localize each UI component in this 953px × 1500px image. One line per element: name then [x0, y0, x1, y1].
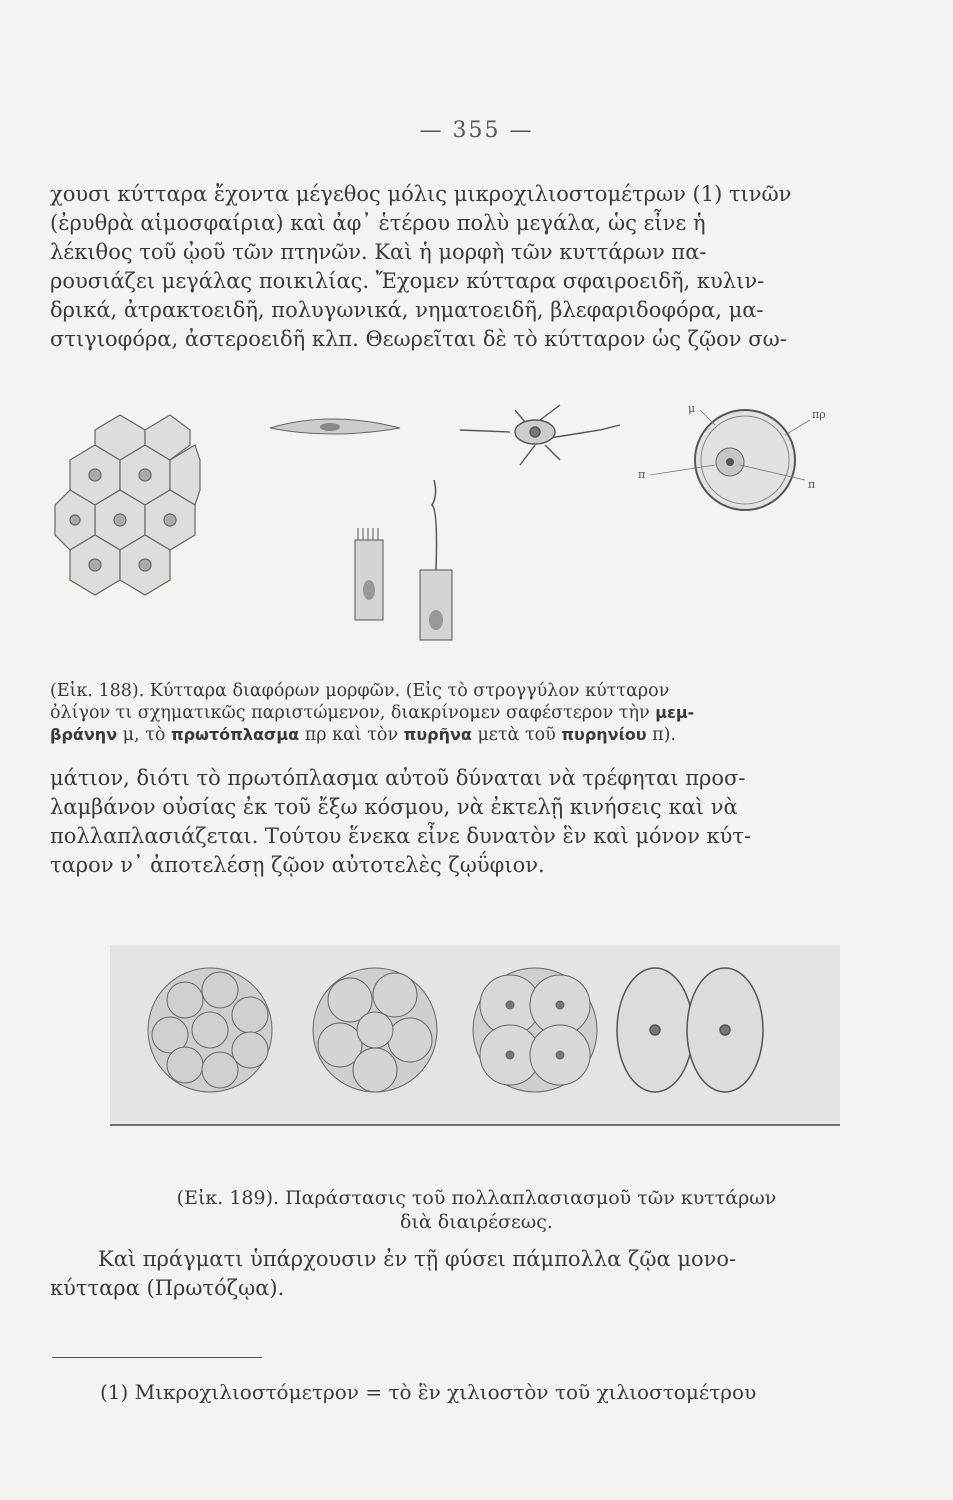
caption-line: [50, 724, 840, 746]
caption-figure-189-line-1: (Εἰκ. 189). Παράστασις τοῦ πολλαπλασιασμοῦ τῶν κυττάρων: [176, 1187, 777, 1209]
text-line: πολλαπλασιάζεται. Τούτου ἕνεκα εἶνε δυνατὸν ἓν καὶ μόνον κύτ-: [50, 824, 752, 848]
term-nucleus: πυρῆνα: [403, 725, 472, 744]
text-line: δρικά, ἀτρακτοειδῆ, πολυγωνικά, νηματοειδῆ, βλεφαριδοφόρα, μα-: [50, 298, 764, 322]
text-line: (ἐρυθρὰ αἱμοσφαίρια) καὶ ἀφ᾽ ἑτέρου πολὺ μεγάλα, ὡς εἶνε ἡ: [50, 211, 706, 235]
text-line: χουσι κύτταρα ἔχοντα μέγεθος μόλις μικροχιλιοστομέτρων (1) τινῶν: [50, 182, 792, 206]
label-nucleus: π: [638, 468, 646, 481]
label-nucleolus: π: [808, 478, 816, 491]
term-membrane: βράνην: [50, 725, 118, 744]
paragraph-2: [50, 764, 825, 880]
label-protoplasm: πρ: [812, 408, 826, 421]
text-line: ταρον ν᾽ ἀποτελέσῃ ζῷον αὐτοτελὲς ζῳΰφιον.: [50, 853, 545, 877]
text-line: Καὶ πράγματι ὑπάρχουσιν ἐν τῇ φύσει πάμπολλα ζῷα μονο-: [98, 1247, 737, 1271]
paragraph-1: [50, 180, 825, 354]
polygonal-cells-illustration: [55, 415, 200, 595]
caption-text: μ, τὸ: [117, 725, 171, 745]
division-stage-eight-cells: [313, 968, 437, 1092]
caption-text: πρ καὶ τὸν: [299, 725, 404, 745]
text-line: ρουσιάζει μεγάλας ποικιλίας. Ἔχομεν κύτταρα σφαιροειδῆ, κυλιν-: [50, 269, 765, 293]
caption-line: [50, 702, 840, 724]
footnote: (1) Μικροχιλιοστόμετρον = τὸ ἓν χιλιοστὸν τοῦ χιλιοστομέτρου: [100, 1380, 757, 1404]
caption-figure-188: [50, 680, 840, 746]
caption-line: (Εἰκ. 188). Κύτταρα διαφόρων μορφῶν. (Εἰς τὸ στρογγύλον κύτταρον: [50, 681, 670, 701]
figure-188-cell-shapes: [40, 400, 900, 660]
text-line: λέκιθος τοῦ ᾠοῦ τῶν πτηνῶν. Καὶ ἡ μορφὴ τῶν κυττάρων πα-: [50, 240, 707, 264]
round-cell-diagram: [638, 402, 826, 510]
caption-text: μετὰ τοῦ: [471, 725, 562, 745]
label-membrane: μ: [688, 402, 696, 415]
page-number: — 355 —: [419, 118, 534, 143]
spindle-cell-illustration: [270, 419, 400, 434]
caption-text: ὀλίγον τι σχηματικῶς παριστώμενον, διακρίνομεν σαφέστερον τὴν: [50, 703, 650, 723]
stellate-cell-illustration: [460, 405, 620, 465]
term-nucleolus: πυρηνίου: [561, 725, 647, 744]
caption-text: π).: [646, 725, 677, 745]
term-membrane: μεμ-: [655, 703, 695, 722]
text-line: στιγιοφόρα, ἀστεροειδῆ κλπ. Θεωρεῖται δὲ τὸ κύτταρον ὡς ζῷον σω-: [50, 327, 787, 351]
footnote-divider: [52, 1357, 262, 1358]
text-line: κύτταρα (Πρωτόζῳα).: [50, 1276, 285, 1300]
text-line: μάτιον, διότι τὸ πρωτόπλασμα αὐτοῦ δύναται νὰ τρέφηται προσ-: [50, 766, 746, 790]
figure-189-cell-division: [110, 945, 840, 1130]
ciliated-cell-illustration: [355, 528, 383, 620]
term-protoplasm: πρωτόπλασμα: [170, 725, 300, 744]
caption-figure-189-line-2: διὰ διαιρέσεως.: [400, 1211, 553, 1233]
division-stage-four-cells: [473, 968, 597, 1092]
division-stage-many-cells: [148, 968, 272, 1092]
flagellated-cell-illustration: [420, 480, 452, 640]
text-line: λαμβάνον οὐσίας ἐκ τοῦ ἔξω κόσμου, νὰ ἐκτελῇ κινήσεις καὶ νὰ: [50, 795, 738, 819]
paragraph-3: [50, 1245, 825, 1303]
